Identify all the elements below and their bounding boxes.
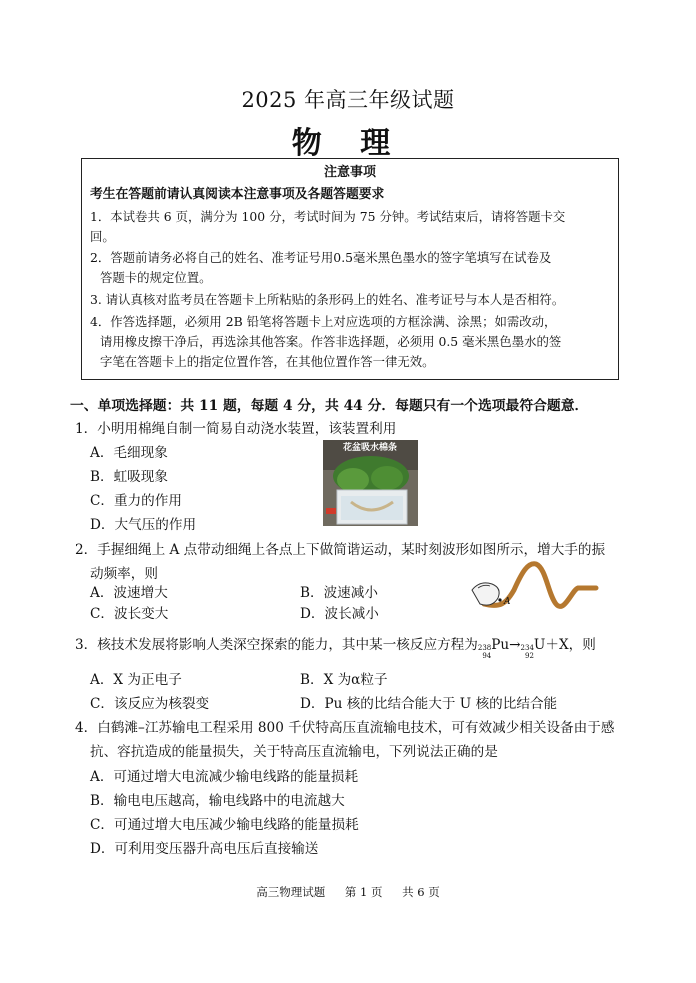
exam-title: 2025 年高三年级试题 <box>241 88 455 112</box>
q3-stem-text: 3．核技术发展将影响人类深空探索的能力，其中某一核反应方程为 <box>75 637 478 653</box>
q1-option-a: A．毛细现象 <box>90 445 168 461</box>
u-nuclide <box>521 636 546 660</box>
q4-stem-line1: 4．白鹤滩–江苏输电工程采用 800 千伏特高压直流输电技术，可有效减少相关设备由于感 <box>75 720 615 736</box>
q2-option-b: B．波速减小 <box>300 585 378 601</box>
notice-line: 答题卡的规定位置。 <box>100 270 212 285</box>
q1-stem: 1．小明用棉绳自制一简易自动浇水装置，该装置利用 <box>75 421 397 437</box>
q4-option-a: A．可通过增大电流减少输电线路的能量损耗 <box>90 769 359 785</box>
q4-option-c: C．可通过增大电压减少输电线路的能量损耗 <box>90 817 359 833</box>
rope-wave-figure <box>470 560 600 618</box>
q1-option-c: C．重力的作用 <box>90 493 182 509</box>
q3-option-b: B．X 为α粒子 <box>300 672 388 688</box>
point-a-label: A <box>504 597 511 607</box>
notice-line: 回。 <box>90 229 115 244</box>
q3-option-a: A．X 为正电子 <box>90 672 182 688</box>
plus-x: ＋X <box>545 637 569 653</box>
notice-box <box>81 158 619 380</box>
notice-line: 字笔在答题卡上的指定位置作答，在其他位置作答一律无效。 <box>100 354 435 369</box>
q2-stem-line1: 2．手握细绳上 A 点带动细绳上各点上下做简谐运动，某时刻波形如图所示，增大手的振 <box>75 542 606 558</box>
u-symbol: U <box>533 637 546 653</box>
subject-title: 物 理 <box>291 126 405 161</box>
page-footer <box>0 884 696 900</box>
q4-option-b: B．输电电压越高，输电线路中的电流越大 <box>90 793 345 809</box>
q3-stem <box>75 636 596 660</box>
watering-device-photo <box>323 440 418 526</box>
reaction-arrow: → <box>509 637 521 653</box>
q3-option-d: D．Pu 核的比结合能大于 U 核的比结合能 <box>300 696 558 712</box>
footer-page: 第 1 页 <box>344 885 383 899</box>
notice-heading: 注意事项 <box>323 165 376 180</box>
pu-nuclide <box>478 636 509 660</box>
pu-charge: 94 <box>482 652 492 660</box>
notice-line: 2．答题前请务必将自己的姓名、准考证号用0.5毫米黑色墨水的签字笔填写在试卷及 <box>90 250 552 265</box>
notice-line: 4．作答选择题，必须用 2B 铅笔将答题卡上对应选项的方框涂满、涂黑；如需改动， <box>90 314 557 329</box>
footer-subject: 高三物理试题 <box>256 885 326 899</box>
q3-stem-end: ，则 <box>568 637 596 653</box>
q2-option-a: A．波速增大 <box>90 585 168 601</box>
notice-line: 1．本试卷共 6 页，满分为 100 分，考试时间为 75 分钟。考试结束后，请将答题卡交 <box>90 209 566 224</box>
u-mass: 234 <box>520 644 534 652</box>
pu-mass: 238 <box>477 644 492 652</box>
footer-total: 共 6 页 <box>402 885 440 899</box>
q2-option-d: D．波长减小 <box>300 606 379 622</box>
u-charge: 92 <box>525 652 534 660</box>
q4-option-d: D．可利用变压器升高电压后直接输送 <box>90 841 319 857</box>
notice-subheading: 考生在答题前请认真阅读本注意事项及各题答题要求 <box>90 187 385 202</box>
photo-caption: 花盆吸水棉条 <box>342 443 398 453</box>
q2-option-c: C．波长变大 <box>90 606 169 622</box>
pu-symbol: Pu <box>491 637 510 653</box>
q2-stem-line2: 动频率，则 <box>90 566 158 582</box>
q1-option-d: D．大气压的作用 <box>90 517 197 533</box>
notice-line: 请用橡皮擦干净后，再选涂其他答案。作答非选择题，必须用 0.5 毫米黑色墨水的签 <box>100 334 562 349</box>
q4-stem-line2: 抗、容抗造成的能量损失，关于特高压直流输电，下列说法正确的是 <box>90 744 498 760</box>
q3-option-c: C．该反应为核裂变 <box>90 696 210 712</box>
section-title: 一、单项选择题：共 11 题，每题 4 分，共 44 分．每题只有一个选项最符合题意． <box>70 398 589 414</box>
notice-line: 3. 请认真核对监考员在答题卡上所粘贴的条形码上的姓名、准考证号与本人是否相符。 <box>90 292 565 307</box>
q1-option-b: B．虹吸现象 <box>90 469 168 485</box>
